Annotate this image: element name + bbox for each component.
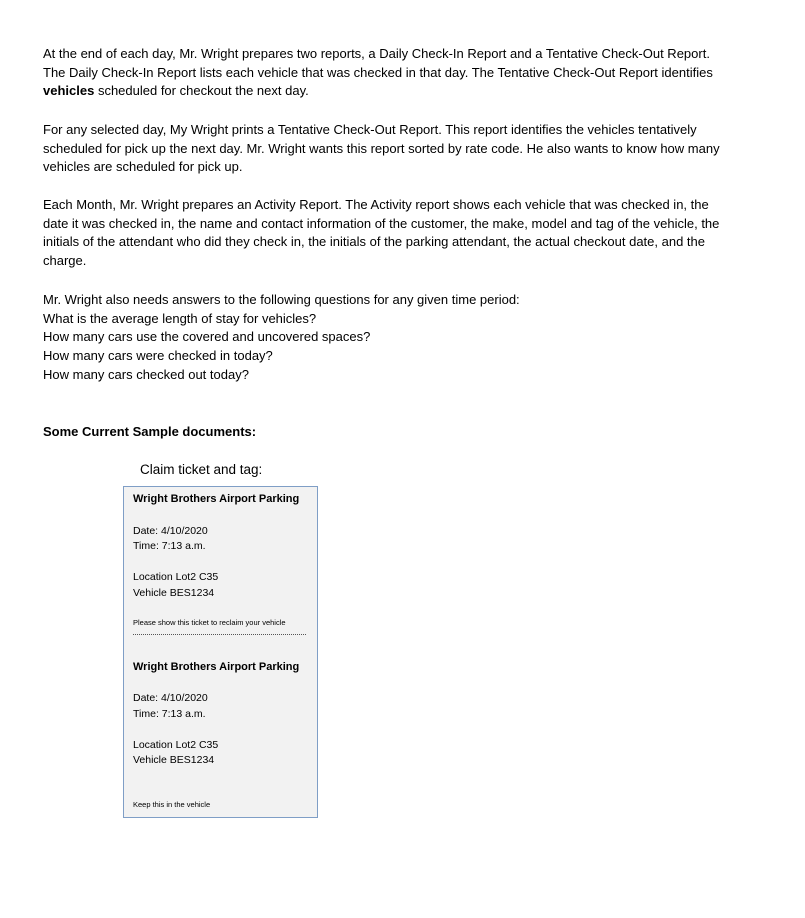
paragraph-activity-report [43,196,773,271]
paragraph-line: For any selected day, My Wright prints a Tentative Check-Out Report. This report identifies the vehicles tentatively [43,122,697,137]
ticket-bottom-location: Location Lot2 C35 [133,739,219,751]
question-item: How many cars checked out today? [43,366,249,382]
paragraph-questions [43,291,773,385]
claim-ticket [123,486,318,818]
paragraph-line: vehicles are scheduled for pick up. [43,159,243,175]
paragraph-line [43,82,773,101]
tear-line-divider [133,634,306,635]
paragraph-line: At the end of each day, Mr. Wright prepares two reports, a Daily Check-In Report and a Tentative Check-Out Report. [43,46,710,61]
ticket-top-note: Please show this ticket to reclaim your vehicle [133,618,286,627]
paragraph-line: charge. [43,253,87,269]
paragraph-line: date it was checked in, the name and contact information of the customer, the make, model and tag of the vehicle, the [43,215,720,231]
paragraph-tentative-checkout [43,121,773,177]
paragraph-line: Mr. Wright also needs answers to the following questions for any given time period: [43,292,520,307]
question-item: How many cars were checked in today? [43,348,273,364]
ticket-top-vehicle: Vehicle BES1234 [133,587,215,599]
paragraph-line: scheduled for pick up the next day. Mr. Wright wants this report sorted by rate code. He also wants to know how many [43,140,720,156]
paragraph-daily-reports [43,45,773,101]
ticket-caption: Claim ticket and tag: [140,462,263,477]
paragraph-text: scheduled for checkout the next day. [94,83,309,99]
ticket-top-time: Time: 7:13 a.m. [133,540,206,552]
ticket-top-date: Date: 4/10/2020 [133,525,208,537]
bold-word: vehicles [43,83,95,99]
question-item: What is the average length of stay for vehicles? [43,310,317,326]
ticket-bottom-time: Time: 7:13 a.m. [133,708,206,720]
ticket-bottom-date: Date: 4/10/2020 [133,692,208,704]
ticket-bottom-note: Keep this in the vehicle [133,800,211,809]
ticket-top-location: Location Lot2 C35 [133,571,219,583]
ticket-bottom-title: Wright Brothers Airport Parking [133,661,300,673]
paragraph-line: Each Month, Mr. Wright prepares an Activity Report. The Activity report shows each vehicle that was checked in, the [43,197,709,212]
paragraph-line: The Daily Check-In Report lists each vehicle that was checked in that day. The Tentative Check-Out Report identifies [43,64,713,80]
question-item: How many cars use the covered and uncovered spaces? [43,329,371,345]
ticket-top-title: Wright Brothers Airport Parking [133,493,300,505]
section-heading: Some Current Sample documents: [43,424,257,439]
paragraph-line: initials of the attendant who did they check in, the initials of the parking attendant, the actual checkout date, and the [43,234,705,250]
ticket-bottom-vehicle: Vehicle BES1234 [133,754,215,766]
